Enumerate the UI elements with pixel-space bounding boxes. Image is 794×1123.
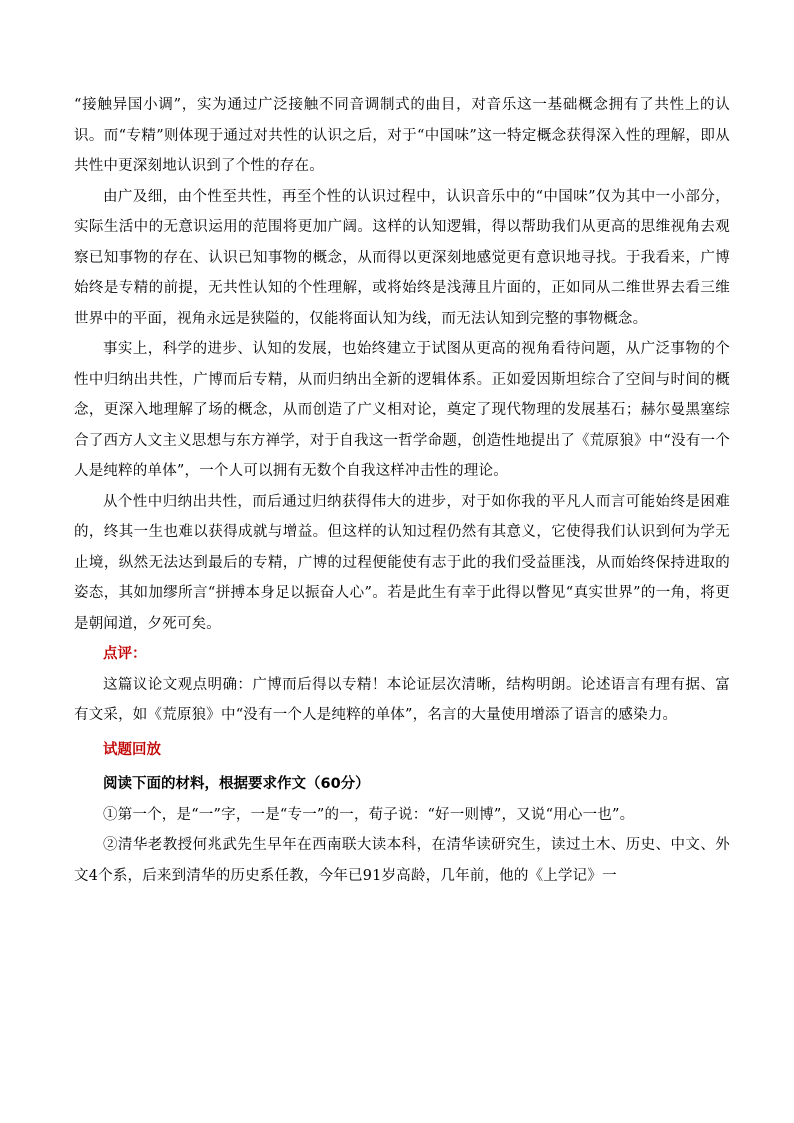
essay-paragraph-4: 从个性中归纳出共性，而后通过归纳获得伟大的进步，对于如你我的平凡人而言可能始终是困难的，终其一生也难以获得成就与增益。但这样的认知过程仍然有其意义，它使得我们认识到何为学无止境，纵然无法达到最后的专精，广博的过程便能使有志于此的我们受益匪浅，从而始终保持进取的姿态，其如加缪所言“拼搏本身足以振奋人心”。若是此生有幸于此得以瞥见“真实世界”的一角，将更是朝闻道，夕死可矣。 bbox=[74, 493, 730, 632]
essay-paragraph-1: “接触异国小调”，实为通过广泛接触不同音调制式的曲目，对音乐这一基础概念拥有了共性上的认识。而“专精”则体现于通过对共性的认识之后，对于“中国味”这一特定概念获得深入性的理解，即从共性中更深刻地认识到了个性的存在。 bbox=[74, 97, 730, 174]
task-instruction: 阅读下面的材料，根据要求作文（60分） bbox=[103, 776, 370, 792]
document-page bbox=[74, 90, 730, 891]
comment-heading: 点评： bbox=[103, 646, 147, 662]
essay-paragraph-2: 由广及细，由个性至共性，再至个性的认识过程中，认识音乐中的“中国味”仅为其中一小部分，实际生活中的无意识运用的范围将更加广阔。这样的认知逻辑，得以帮助我们从更高的思维视角去观察已知事物的存在、认识已知事物的概念，从而得以更深刻地感觉更有意识地寻找。于我看来，广博始终是专精的前提，无共性认知的个性理解，或将始终是浅薄且片面的，正如同从二维世界去看三维世界中的平面，视角永远是狭隘的，仅能将面认知为线，而无法认知到完整的事物概念。 bbox=[74, 188, 730, 327]
review-heading: 试题回放 bbox=[103, 741, 161, 758]
essay-paragraph-3: 事实上，科学的进步、认知的发展，也始终建立于试图从更高的视角看待问题，从广泛事物的个性中归纳出共性，广博而后专精，从而归纳出全新的逻辑体系。正如爱因斯坦综合了空间与时间的概念，更深入地理解了场的概念，从而创造了广义相对论，奠定了现代物理的发展基石；赫尔曼黑塞综合了西方人文主义思想与东方禅学，对于自我这一哲学命题，创造性地提出了《荒原狼》中“没有一个人是纯粹的单体”，一个人可以拥有无数个自我这样冲击性的理论。 bbox=[74, 341, 730, 479]
material-item-2: ②清华老教授何兆武先生早年在西南联大读本科，在清华读研究生，读过土木、历史、中文、外文4个系，后来到清华的历史系任教，今年已91岁高龄，几年前，他的《上学记》一 bbox=[74, 837, 730, 884]
comment-body: 这篇议论文观点明确：广博而后得以专精！本论证层次清晰，结构明朗。论述语言有理有据、富有文采，如《荒原狼》中“没有一个人是纯粹的单体”，名言的大量使用增添了语言的感染力。 bbox=[74, 676, 730, 723]
material-item-1: ①第一个，是“一”字，一是“专一”的一，荀子说：“好一则博”，又说“用心一也”。 bbox=[103, 806, 635, 823]
